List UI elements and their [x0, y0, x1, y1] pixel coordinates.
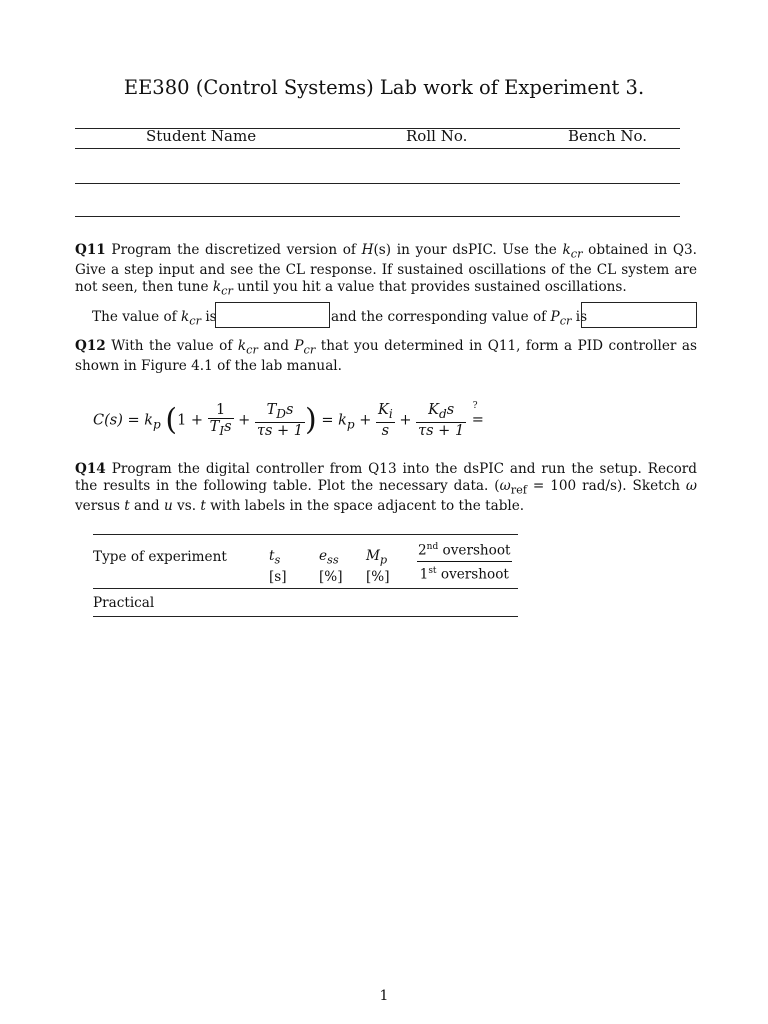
results-col-ts: $t_s$ [s] [269, 548, 287, 585]
frac-kd: $\frac{K_ds}{\tau s + 1}$ [418, 402, 465, 439]
results-col-mp: $M_p$ [%] [366, 548, 390, 585]
results-table-header-rule [93, 588, 518, 589]
pcr-answer-line: and the corresponding value of $P_{cr}$ is [331, 309, 588, 328]
question-q11: Q11 Program the discretized version of H(s) in your dsPIC. Use the $k_{cr}$ obtained in Q3. Give a step input and see the CL response. If sustained oscillations of the CL system are not seen, then tune $k_{cr}$ until you hit a value that provides sustained oscillations. [75, 242, 697, 298]
header-student-name: Student Name [146, 127, 257, 145]
page-title: EE380 (Control Systems) Lab work of Experiment 3. [123, 76, 645, 99]
page-number: 1 [379, 988, 389, 1004]
student-table-row1-rule [75, 183, 680, 184]
frac-derivative: $\frac{T_Ds}{\tau s + 1}$ [256, 402, 304, 439]
frac-ki: $\frac{K_i}{s}$ [378, 402, 393, 439]
header-bench-no: Bench No. [568, 127, 648, 145]
pid-equation: $C(s) = k_p$ (1 + $\frac{1}{T_Is}$ + $\frac{T_Ds}{\tau s + 1}$ ) = $k_p$ + $\frac{K_i}{s}$ + $\frac{K_ds}{\tau s + 1}$ ? = [93, 401, 484, 439]
results-table-top-rule [93, 534, 518, 535]
results-col-overshoot-ratio: 2nd overshoot 1st overshoot [417, 538, 512, 583]
results-table-bottom-rule [93, 616, 518, 617]
q11-label: Q11 [75, 242, 106, 258]
student-table-row2-rule [75, 216, 680, 217]
question-q14: Q14 Program the digital controller from Q13 into the dsPIC and run the setup. Record the results in the following table. Plot the necessary data. ($\omega_{ref} = 100$ rad/s). Sketch ω versus t and u vs. t with labels in the space adjacent to the table. [75, 461, 697, 514]
frac-integral: $\frac{1}{T_Is}$ [209, 402, 232, 438]
results-col-ess: $e_{ss}$ [%] [319, 548, 343, 585]
results-row-practical: Practical [93, 595, 155, 611]
header-roll-no: Roll No. [406, 127, 468, 145]
kcr-answer-line: The value of $k_{cr}$ is [92, 309, 217, 328]
results-col-type: Type of experiment [93, 549, 227, 565]
student-table-header-rule [75, 148, 680, 149]
q12-label: Q12 [75, 338, 106, 354]
question-q12: Q12 With the value of $k_{cr}$ and $P_{cr}$ that you determined in Q11, form a PID controller as shown in Figure 4.1 of the lab manual. [75, 338, 697, 375]
kcr-answer-box[interactable] [215, 302, 330, 328]
pcr-answer-box[interactable] [581, 302, 697, 328]
q14-label: Q14 [75, 461, 106, 477]
